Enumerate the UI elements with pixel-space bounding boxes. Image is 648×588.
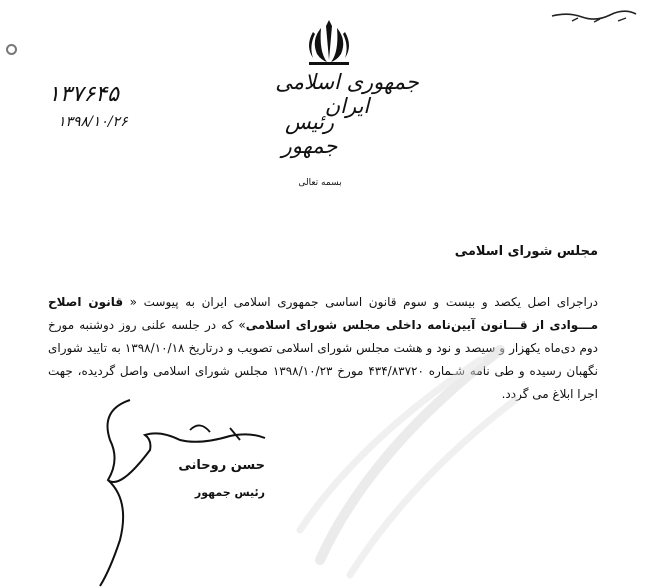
- body-rest: » که در جلسه علنی روز دوشنبه مورخ دوم دی‌ماه یکهزار و سیصد و نود و هشت مجلس شورای اسلامی تصویب و درتاریخ ۱۳۹۸/۱۰/۱۸ به تایید شورای نگهبان رسیده و طی نامه شـماره ۴۳۴/۸۳۷۲۰ مورخ ۱۳۹۸/۱۰/۲۳ مجلس شورای اسلامی واصل گردیده، جهت اجرا ابلاغ می گردد.: [48, 318, 599, 401]
- signer-name: حسن روحانی: [178, 458, 265, 473]
- addressee: مجلس شورای اسلامی: [454, 244, 598, 259]
- emblem-icon: [303, 16, 355, 66]
- signer-title: رئیس جمهور: [194, 486, 265, 499]
- punch-hole-icon: [6, 44, 17, 55]
- invocation: بسمه تعالی: [298, 178, 342, 188]
- scan-mark: [548, 10, 640, 26]
- watermark-stamp: [290, 330, 520, 580]
- body-intro: دراجرای اصل یکصد و بیست و سوم قانون اساسی جمهوری اسلامی ایران به پیوست «: [123, 295, 598, 309]
- reference-date: ۱۳۹۸/۱۰/۲۶: [58, 114, 128, 130]
- letterhead-country: جمهوری اسلامی ایران: [275, 70, 419, 118]
- law-title: قانون اصلاح مـــوادی از قـــانون آیین‌نامه داخلی مجلس شورای اسلامی: [48, 295, 598, 332]
- reference-number: ۱۳۷۶۴۵: [48, 82, 119, 107]
- letterhead-office: رئیس جمهور: [281, 110, 338, 158]
